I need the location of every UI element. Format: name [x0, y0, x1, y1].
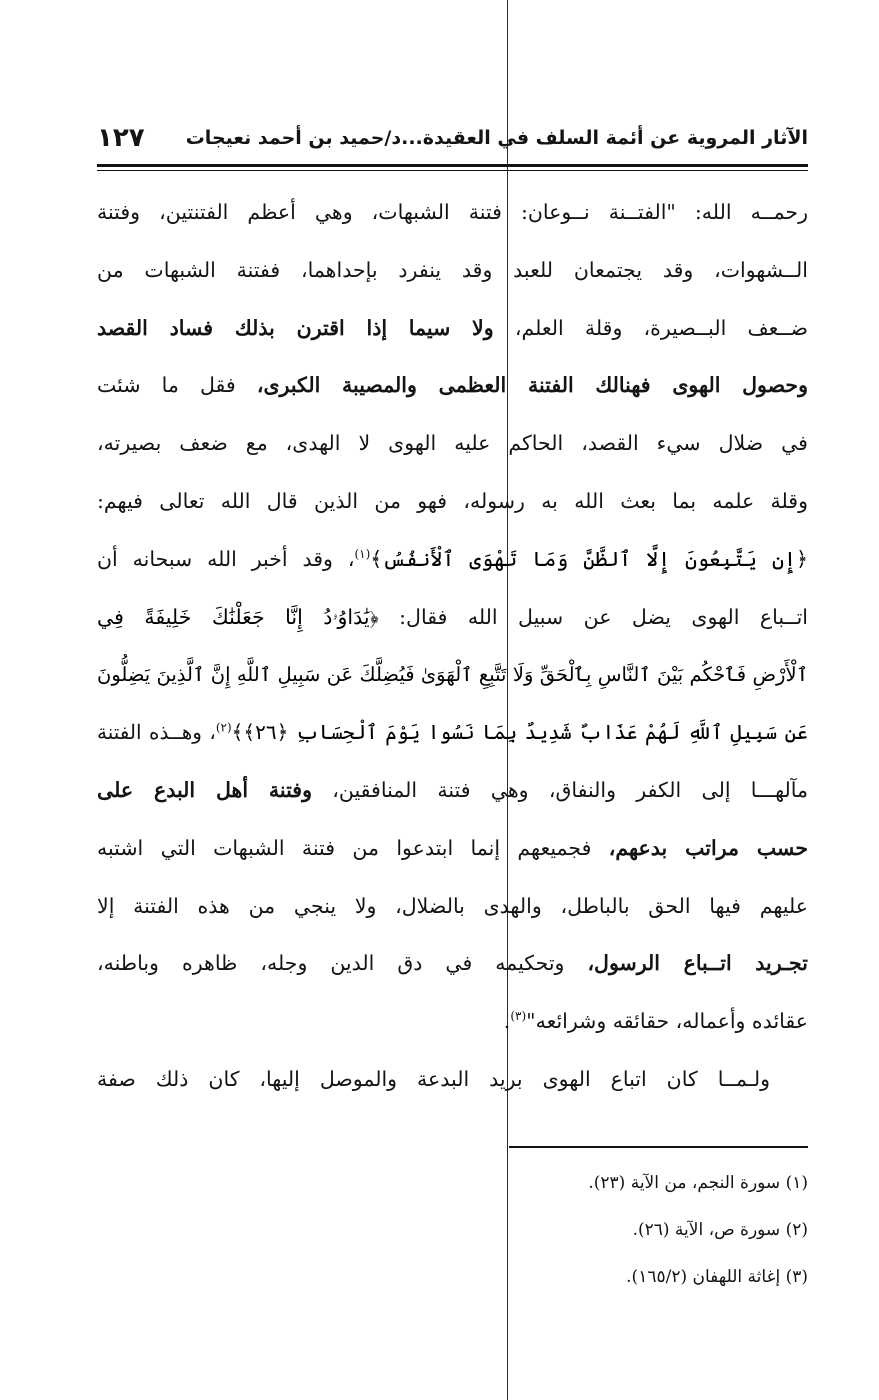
text-span: ولـمــا كان اتباع الهوى بريد البدعة والموصل إليها، كان ذلك صفة: [97, 1066, 770, 1091]
text-span: .: [503, 1009, 511, 1034]
page-number: ١٢٧: [97, 123, 145, 153]
footnote-ref: (٣): [510, 1009, 527, 1024]
text-line: [97, 935, 808, 993]
header-title: الآثار المروية عن أئمة السلف في العقيدة...د/حميد بن أحمد نعيجات: [185, 127, 808, 149]
text-line: [97, 531, 808, 589]
header-rule-thin: [97, 170, 808, 171]
text-span: فجميعهم إنما ابتدعوا من فتنة الشبهات التي اشتبه: [97, 835, 609, 860]
text-line: [97, 357, 808, 415]
bold-text: حسب مراتب بدعهم،: [608, 835, 809, 860]
footnote-separator: [509, 1146, 808, 1148]
text-line: [97, 762, 808, 820]
text-span: ضــعف البــصيرة، وقلة العلم،: [493, 315, 808, 340]
text-line: [97, 300, 808, 358]
text-line: [97, 993, 808, 1051]
text-span: عقائده وأعماله، حقائقه وشرائعه": [526, 1009, 808, 1034]
bold-text: وفتنة أهل البدع على: [97, 777, 312, 802]
text-line: [97, 473, 808, 531]
text-span: اتــباع الهوى يضل عن سبيل الله فقال:: [378, 604, 808, 629]
footnote: (٢) سورة ص، الآية (٢٦).: [632, 1220, 808, 1240]
quran-verse: ٱلْأَرْضِ فَٱحْكُم بَيْنَ ٱلنَّاسِ بِٱلْحَقِّ وَلَا تَتَّبِعِ ٱلْهَوَىٰ فَيُضِلَّكَ عَن سَبِيلِ ٱللَّهِ إِنَّ ٱلَّذِينَ يَضِلُّونَ: [97, 663, 808, 687]
text-span: عليهم فيها الحق بالباطل، والهدى بالضلال، ولا ينجي من هذه الفتنة إلا: [97, 893, 808, 918]
quran-verse: ﴿يَٰدَاوُۥدُ إِنَّا جَعَلْنَٰكَ خَلِيفَةً فِي: [97, 604, 379, 629]
text-line: [97, 704, 808, 762]
text-line: [97, 184, 808, 242]
text-span: ، وقد أخبر الله سبحانه أن: [97, 546, 355, 571]
quran-verse: ﴿إِن يَتَّبِعُونَ إِلَّا ٱلظَّنَّ وَمَا تَهْوَى ٱلْأَنفُسُ﴾: [370, 546, 808, 571]
text-line: [97, 646, 808, 704]
text-span: الــشهوات، وقد يجتمعان للعبد وقد ينفرد بإحداهما، ففتنة الشبهات من: [97, 257, 808, 282]
text-span: رحمــه الله: "الفتــنة نــوعان: فتنة الشبهات، وهي أعظم الفتنتين، وفتنة: [97, 200, 808, 224]
footnotes: [440, 1160, 808, 1301]
text-span: مآلهـــا إلى الكفر والنفاق، وهي فتنة المنافقين،: [312, 777, 808, 802]
bold-text: وحصول الهوى فهنالك الفتنة العظمى والمصيبة الكبرى،: [256, 373, 808, 398]
text-line: [97, 878, 808, 936]
footnote: (١) سورة النجم، من الآية (٢٣).: [588, 1173, 808, 1193]
footnote-ref: (٢): [215, 720, 232, 735]
bold-text: ولا سيما إذا اقترن بذلك فساد القصد: [97, 315, 494, 340]
bold-text: تجـريد اتــباع الرسول،: [587, 951, 808, 976]
text-line: [97, 820, 808, 878]
text-span: فقل ما شئت: [97, 373, 257, 398]
footnote: (٣) إغاثة اللهفان (١٦٥/٢).: [626, 1267, 808, 1287]
text-line: [97, 589, 808, 647]
main-text: [97, 184, 808, 1109]
text-line: [97, 415, 808, 473]
footnote-ref: (١): [354, 546, 371, 561]
text-line: [97, 242, 808, 300]
text-span: وقلة علمه بما بعث الله به رسوله، فهو من الذين قال الله تعالى فيهم:: [97, 488, 808, 513]
text-span: وتحكيمه في دق الدين وجله، ظاهره وباطنه،: [97, 951, 588, 976]
header-rule-thick: [97, 164, 808, 167]
running-header: [97, 118, 808, 158]
text-line: [97, 1051, 808, 1109]
text-span: في ضلال سيء القصد، الحاكم عليه الهوى لا الهدى، مع ضعف بصيرته،: [97, 431, 808, 456]
text-span: ، وهــذه الفتنة: [97, 720, 216, 745]
quran-verse: عَن سَبِيلِ ٱللَّهِ لَهُمْ عَذَابٌ شَدِيدٌ بِمَا نَسُوا يَوْمَ ٱلْحِسَابِ ﴿٢٦﴾﴾: [231, 720, 809, 745]
